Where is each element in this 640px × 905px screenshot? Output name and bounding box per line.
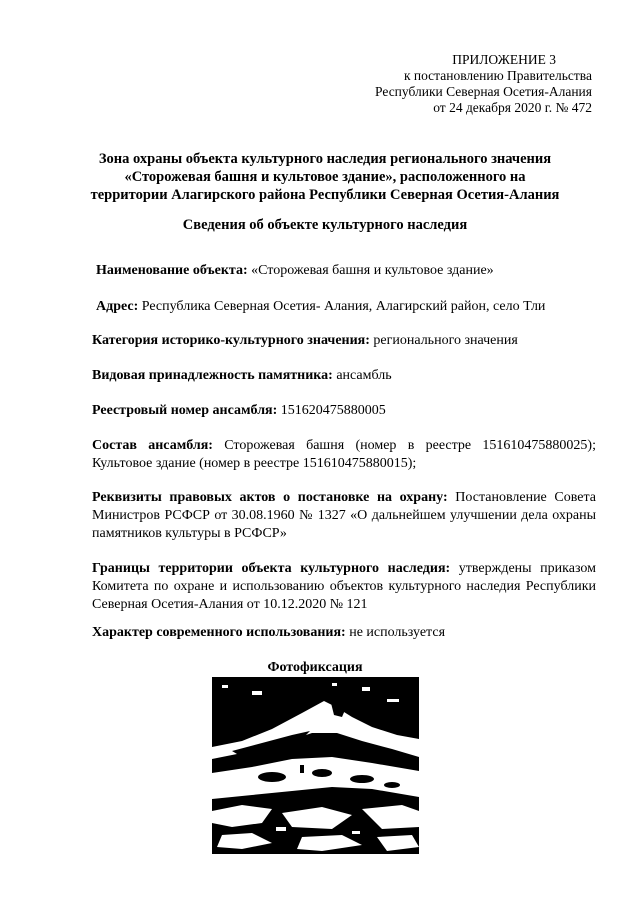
field-label: Наименование объекта:: [96, 263, 248, 278]
field-label: Реестровый номер ансамбля:: [92, 403, 278, 418]
field-value: регионального значения: [369, 333, 518, 348]
field-category: [92, 332, 596, 350]
photo-caption: Фотофиксация: [267, 660, 363, 675]
field-value: утверждены приказом Комитета по охране и использованию объектов культурного наследия Республики Северная Осетия-Алания от 10.12.2020 № 121: [92, 561, 596, 612]
field-value: Республика Северная Осетия- Алания, Алагирский район, село Тли: [138, 299, 546, 314]
field-legal-acts: [92, 489, 596, 543]
field-registry-number: [92, 402, 596, 420]
field-value: ансамбль: [332, 368, 392, 383]
field-label: Видовая принадлежность памятника:: [92, 368, 333, 383]
section-subheading: Сведения об объекте культурного наследия: [182, 217, 468, 233]
field-label: Адрес:: [96, 299, 139, 314]
field-monument-type: [92, 367, 596, 385]
heading-line-2: «Сторожевая башня и культовое здание», расположенного на: [124, 169, 526, 185]
field-label: Состав ансамбля:: [92, 438, 213, 453]
monument-photo: [212, 677, 419, 854]
field-value: не используется: [345, 625, 446, 640]
field-address: [96, 298, 600, 316]
field-label: Границы территории объекта культурного наследия:: [92, 561, 451, 576]
appendix-line-1: к постановлению Правительства: [403, 68, 592, 83]
heading-line-3: территории Алагирского района Республики Северная Осетия-Алания: [90, 187, 560, 203]
field-territory-borders: [92, 560, 596, 614]
field-value: 151620475880005: [277, 403, 386, 418]
appendix-title: ПРИЛОЖЕНИЕ 3: [452, 52, 556, 67]
field-label: Характер современного использования:: [92, 625, 346, 640]
field-value: «Сторожевая башня и культовое здание»: [247, 263, 494, 278]
field-object-name: [96, 262, 600, 280]
document-heading: [70, 150, 580, 204]
field-composition: [92, 437, 596, 473]
field-label: Реквизиты правовых актов о постановке на охрану:: [92, 490, 448, 505]
appendix-line-2: Республики Северная Осетия-Алания: [375, 84, 592, 99]
field-value: Постановление Совета Министров РСФСР от 30.08.1960 № 1327 «О дальнейшем улучшении дела охраны памятников культуры в РСФСР»: [92, 490, 596, 541]
field-current-usage: [92, 624, 596, 642]
field-value: Сторожевая башня (номер в реестре 151610475880025); Культовое здание (номер в реестре 151610475880015);: [92, 438, 596, 471]
photo-image: [212, 677, 419, 854]
field-label: Категория историко-культурного значения:: [92, 333, 370, 348]
appendix-block: [292, 52, 592, 116]
heading-line-1: Зона охраны объекта культурного наследия регионального значения: [98, 151, 552, 167]
appendix-line-3: от 24 декабря 2020 г. № 472: [433, 100, 592, 115]
